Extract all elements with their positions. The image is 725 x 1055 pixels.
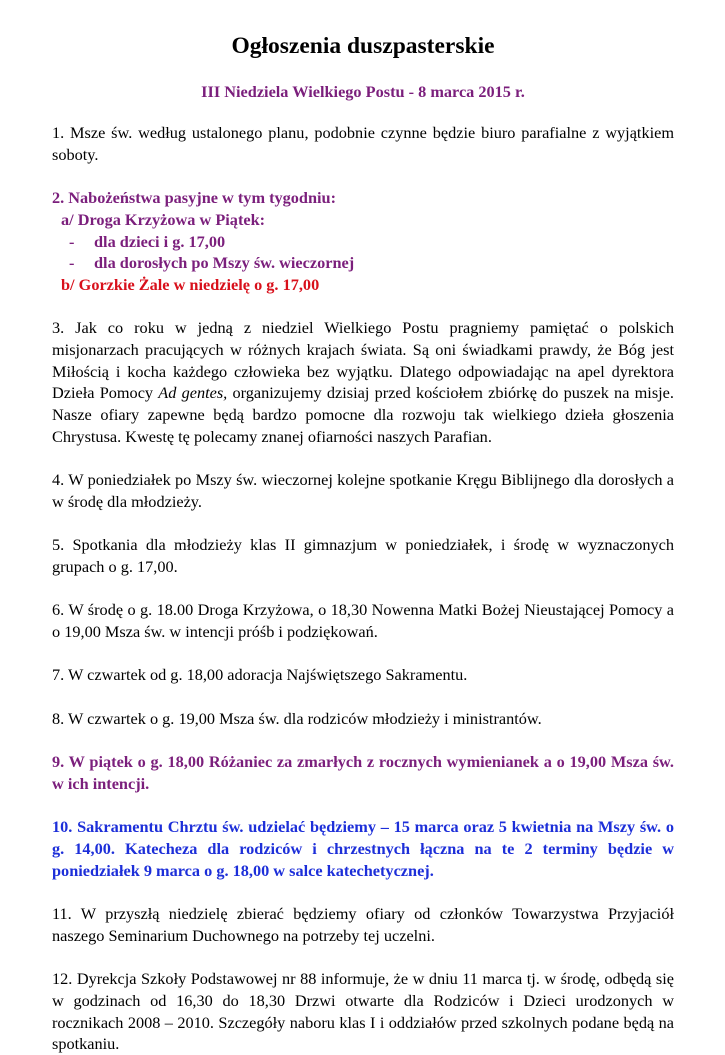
- announcement-2-a-item-text: dla dzieci i g. 17,00: [94, 231, 226, 251]
- announcement-5: 5. Spotkania dla młodzieży klas II gimnazjum w poniedziałek, i środę w wyznaczonych grupach o g. 17,00.: [52, 535, 674, 576]
- announcement-8: 8. W czwartek o g. 19,00 Msza św. dla rodziców młodzieży i ministrantów.: [52, 708, 542, 728]
- announcement-2-a-item: [52, 231, 674, 253]
- announcement-6: 6. W środę o g. 18.00 Droga Krzyżowa, o 18,30 Nowenna Matki Bożej Nieustającej Pomocy a o 19,00 Msza św. w intencji próśb i podziękowań.: [52, 600, 674, 642]
- announcement-11: 11. W przyszłą niedzielę zbierać będziemy ofiary od członków Towarzystwa Przyjaciół naszego Seminarium Duchownego na potrzeby tej uczelni.: [52, 904, 674, 945]
- announcement-9: 9. W piątek o g. 18,00 Różaniec za zmarłych z rocznych wymienianek a o 19,00 Msza św. w ich intencji.: [52, 752, 674, 793]
- announcement-12: 12. Dyrekcja Szkoły Podstawowej nr 88 informuje, że w dniu 11 marca tj. w środę, odbędą się w godzinach od 16,30 do 18,30 Drzwi otwarte dla Rodziców i Dzieci urodzonych w rocznikach 2008 – 2010. Szczegóły naboru klas I i oddziałów przed szkolnych podane będą na spotkaniu.: [52, 969, 674, 1054]
- page-title: Ogłoszenia duszpasterskie: [231, 33, 495, 59]
- announcement-1: 1. Msze św. według ustalonego planu, podobnie czynne będzie biuro parafialne z wyjątkiem soboty.: [52, 123, 674, 164]
- announcement-3-text-1: 3. Jak co roku w jedną z niedziel Wielkiego Postu pragniemy pamiętać o polskich misjonarzach pracujących w różnych krajach świata. Są oni świadkami prawdy, że Bóg jest Miłością i kocha każdego człowieka bez wyjątku. Dlatego odpowiadając na apel dyrektora Dzieła Pomocy: [52, 318, 674, 403]
- announcement-3-text-2: organizujemy dzisiaj przed kościołem zbiórkę do puszek na misje. Nasze ofiary zapewne będą bardzo pomocne dla rozwoju tak wielkiego dzieła głoszenia Chrystusa. Kwestę tę polecamy znanej ofiarności naszych Parafian.: [52, 383, 674, 446]
- list-dash: -: [69, 253, 75, 273]
- announcement-page: [52, 30, 674, 1055]
- announcement-2-b: b/ Gorzkie Żale w niedzielę o g. 17,00: [61, 274, 320, 294]
- announcement-2: [52, 187, 674, 296]
- page-subtitle: III Niedziela Wielkiego Postu - 8 marca 2015 r.: [201, 82, 525, 101]
- announcement-2-a-item: [52, 252, 674, 274]
- announcement-2-a: a/ Droga Krzyżowa w Piątek:: [61, 209, 266, 229]
- announcement-3: [52, 317, 674, 447]
- announcement-7: 7. W czwartek od g. 18,00 adoracja Najświętszego Sakramentu.: [52, 665, 468, 685]
- announcement-2-a-item-text: dla dorosłych po Mszy św. wieczornej: [94, 253, 355, 273]
- announcement-10: 10. Sakramentu Chrztu św. udzielać będziemy – 15 marca oraz 5 kwietnia na Mszy św. o g. 14,00. Katecheza dla rodziców i chrzestnych łączna na te 2 terminy będzie w poniedziałek 9 marca o g. 18,00 w salce katechetycznej.: [52, 817, 674, 880]
- announcement-2-heading: 2. Nabożeństwa pasyjne w tym tygodniu:: [52, 188, 337, 208]
- announcement-3-italic: Ad gentes,: [158, 383, 228, 403]
- list-dash: -: [69, 231, 75, 251]
- announcement-4: 4. W poniedziałek po Mszy św. wieczornej kolejne spotkanie Kręgu Biblijnego dla dorosłych a w środę dla młodzieży.: [52, 470, 674, 511]
